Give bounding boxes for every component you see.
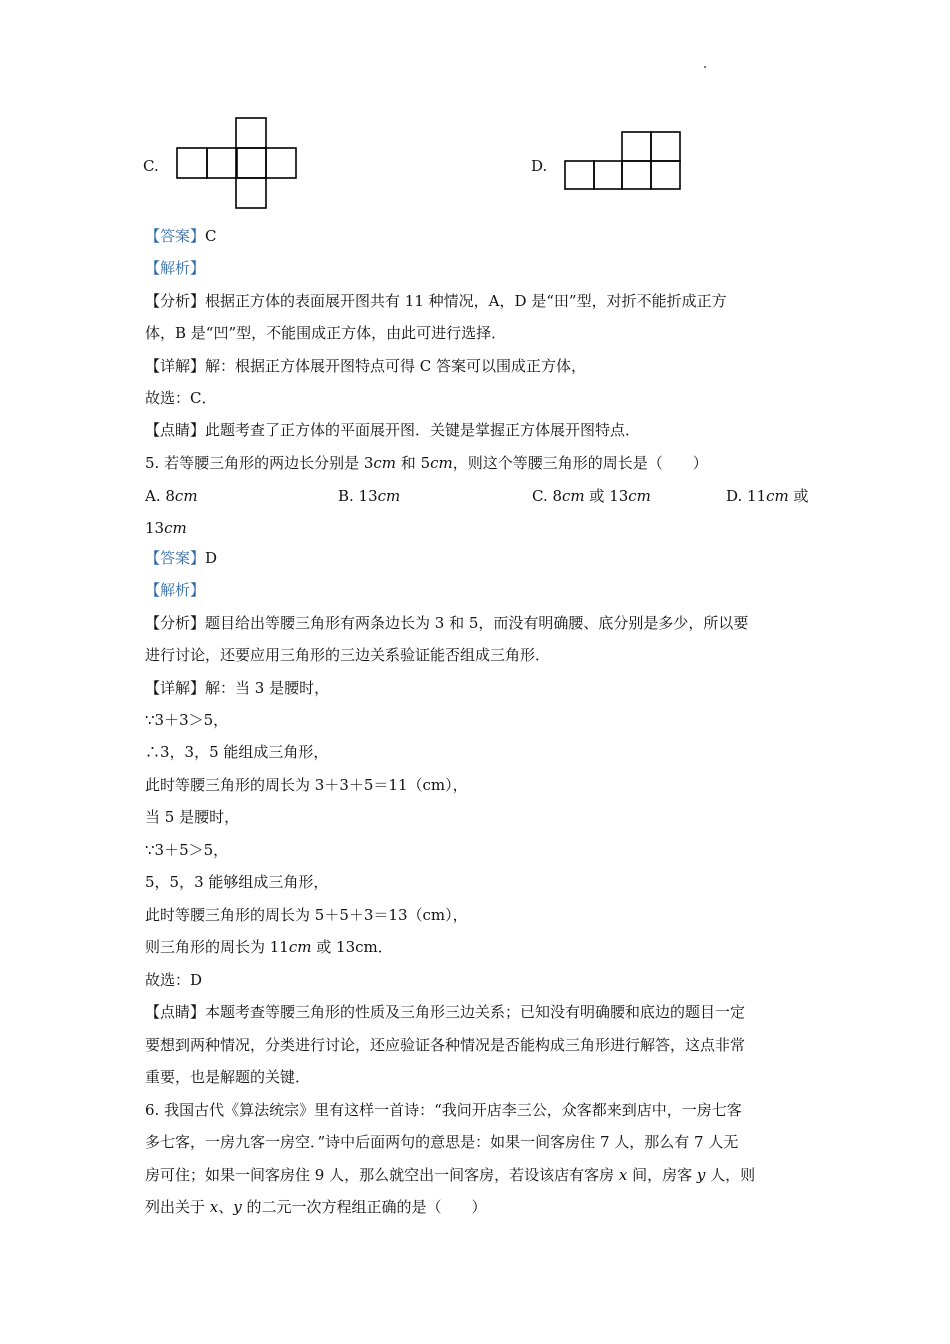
- q6-stem-line-2: 多七客，一房九客一房空．”诗中后面两句的意思是：如果一间客房住 7 人，那么有 7 人无: [145, 1133, 739, 1151]
- q4-dianjing: 【点睛】此题考查了正方体的平面展开图．关键是掌握正方体展开图特点．: [145, 421, 641, 439]
- q6-stem-line-3: 房可住；如果一间客房住 9 人，那么就空出一间客房，若设该店有客房 x 间，房客 y 人，则: [145, 1166, 756, 1184]
- q4-fenxi-line-1: 【分析】根据正方体的表面展开图共有 11 种情况，A，D 是“田”型，对折不能折成正方: [145, 292, 727, 310]
- q5-option-d-wrap: 13cm: [145, 519, 187, 537]
- q5-fenxi-line-1: 【分析】题目给出等腰三角形有两条边长为 3 和 5，而没有明确腰、底分别是多少，所以要: [145, 614, 749, 632]
- q5-stem: 5. 若等腰三角形的两边长分别是 3cm 和 5cm，则这个等腰三角形的周长是（ ）: [145, 454, 708, 472]
- q4-analysis-heading: 【解析】: [145, 259, 206, 277]
- option-c-net-figure: [176, 117, 300, 211]
- q5-xiangjie-line-7: 5，5，3 能够组成三角形，: [145, 873, 329, 891]
- option-d-label: D.: [531, 157, 548, 175]
- q4-xiangjie: 【详解】解：根据正方体展开图特点可得 C 答案可以围成正方体，: [145, 357, 587, 375]
- q5-xiangjie-line-4: 此时等腰三角形的周长为 3＋3＋5＝11（cm），: [145, 776, 468, 794]
- q4-answer: 【答案】C: [145, 227, 217, 245]
- q5-option-c: C. 8cm 或 13cm: [532, 487, 651, 505]
- q5-xiangjie-line-9: 则三角形的周长为 11cm 或 13cm．: [145, 938, 393, 956]
- q5-xiangjie-line-8: 此时等腰三角形的周长为 5＋5＋3＝13（cm），: [145, 906, 468, 924]
- q5-option-d: D. 11cm 或: [726, 487, 809, 505]
- q5-answer: 【答案】D: [145, 549, 218, 567]
- q5-xiangjie-line-2: ∵3＋3＞5，: [145, 711, 229, 729]
- q6-stem-line-4: 列出关于 x、y 的二元一次方程组正确的是（ ）: [145, 1198, 487, 1216]
- q5-option-a: A. 8cm: [145, 487, 198, 505]
- page-mark: [704, 66, 706, 68]
- option-d-net-figure: [564, 131, 682, 191]
- q5-option-b: B. 13cm: [338, 487, 401, 505]
- q5-xiangjie-line-1: 【详解】解：当 3 是腰时，: [145, 679, 330, 697]
- q6-stem-line-1: 6. 我国古代《算法统宗》里有这样一首诗：“我问开店李三公，众客都来到店中，一房七客: [145, 1101, 742, 1119]
- q5-xiangjie-line-6: ∵3＋5＞5，: [145, 841, 229, 859]
- q5-dianjing-line-1: 【点睛】本题考查等腰三角形的性质及三角形三边关系；已知没有明确腰和底边的题目一定: [145, 1003, 746, 1021]
- q5-analysis-heading: 【解析】: [145, 581, 206, 599]
- q5-xiangjie-line-5: 当 5 是腰时，: [145, 808, 240, 826]
- q5-guxuan: 故选：D: [145, 971, 203, 989]
- q4-guxuan: 故选：C．: [145, 389, 217, 407]
- q5-xiangjie-line-3: ∴3，3，5 能组成三角形，: [145, 743, 329, 761]
- option-c-label: C.: [143, 157, 159, 175]
- q4-fenxi-line-2: 体，B 是“凹”型，不能围成正方体，由此可进行选择．: [145, 324, 507, 342]
- q5-dianjing-line-3: 重要，也是解题的关键．: [145, 1068, 311, 1086]
- q5-dianjing-line-2: 要想到两种情况，分类进行讨论，还应验证各种情况是否能构成三角形进行解答，这点非常: [145, 1036, 746, 1054]
- q5-fenxi-line-2: 进行讨论，还要应用三角形的三边关系验证能否组成三角形．: [145, 646, 551, 664]
